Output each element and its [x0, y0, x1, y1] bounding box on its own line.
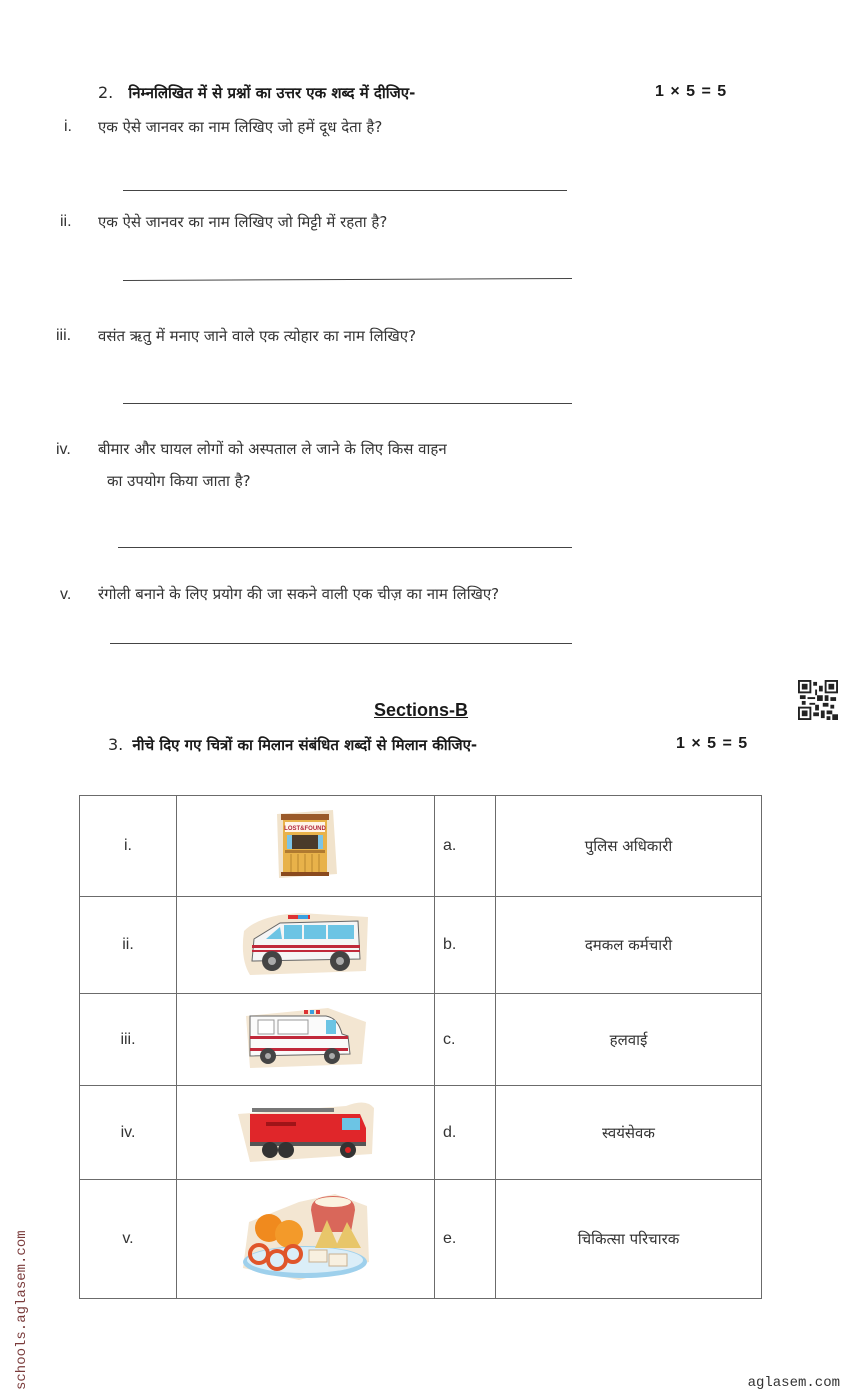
table-row	[80, 1180, 762, 1299]
picture-cell	[177, 796, 435, 897]
lost-and-found-booth-icon	[271, 808, 341, 880]
option-letter: c.	[435, 994, 496, 1086]
picture-cell	[177, 1180, 435, 1299]
svg-text:LOST&FOUND: LOST&FOUND	[283, 826, 326, 832]
item-question-ii: एक ऐसे जानवर का नाम लिखिए जो मिट्टी में रहता है?	[98, 213, 388, 231]
row-number: ii.	[80, 897, 177, 994]
question-3-heading	[108, 735, 477, 755]
qr-code-icon	[798, 680, 838, 720]
police-jeep-icon	[240, 909, 372, 977]
item-number-i: i.	[64, 118, 72, 135]
question-text: नीचे दिए गए चित्रों का मिलान संबंधित शब्दों से मिलान कीजिए-	[132, 736, 478, 754]
table-row	[80, 897, 762, 994]
section-b-title: Sections-B	[374, 700, 469, 720]
row-number: i.	[80, 796, 177, 897]
option-letter: a.	[435, 796, 496, 897]
option-word: चिकित्सा परिचारक	[496, 1180, 762, 1299]
option-word: हलवाई	[496, 994, 762, 1086]
table-row	[80, 994, 762, 1086]
item-question-v: रंगोली बनाने के लिए प्रयोग की जा सकने वाली एक चीज़ का नाम लिखिए?	[98, 585, 500, 603]
picture-cell	[177, 994, 435, 1086]
answer-line-ii[interactable]	[123, 278, 572, 281]
item-question-iv-line1: बीमार और घायल लोगों को अस्पताल ले जाने के लिए किस वाहन	[98, 440, 447, 458]
row-number: iii.	[80, 994, 177, 1086]
option-word: पुलिस अधिकारी	[496, 796, 762, 897]
item-question-iv-line2: का उपयोग किया जाता है?	[107, 472, 251, 490]
item-number-iii: iii.	[56, 327, 72, 344]
option-word: दमकल कर्मचारी	[496, 897, 762, 994]
answer-line-i[interactable]	[123, 190, 567, 191]
question-text: निम्नलिखित में से प्रश्नों का उत्तर एक शब्द में दीजिए-	[128, 84, 416, 102]
table-row	[80, 1086, 762, 1180]
item-question-iii: वसंत ऋतु में मनाए जाने वाले एक त्योहार का नाम लिखिए?	[98, 327, 417, 345]
item-number-ii: ii.	[60, 213, 72, 230]
option-word: स्वयंसेवक	[496, 1086, 762, 1180]
picture-cell	[177, 897, 435, 994]
answer-line-iii[interactable]	[123, 403, 572, 404]
question-number: 3.	[108, 735, 124, 754]
marks-label: 1 × 5 = 5	[676, 735, 749, 752]
answer-line-iv[interactable]	[118, 547, 572, 548]
footer-watermark: aglasem.com	[747, 1375, 840, 1391]
ambulance-icon	[244, 1006, 368, 1070]
answer-line-v[interactable]	[110, 643, 572, 644]
marks-label: 1 × 5 = 5	[655, 83, 728, 100]
side-watermark: schools.aglasem.com	[14, 1230, 30, 1390]
option-letter: e.	[435, 1180, 496, 1299]
question-2-heading	[98, 83, 415, 103]
item-number-v: v.	[60, 586, 72, 603]
sweets-plate-icon	[239, 1192, 373, 1282]
picture-cell	[177, 1086, 435, 1180]
row-number: v.	[80, 1180, 177, 1299]
item-number-iv: iv.	[56, 441, 71, 458]
option-letter: b.	[435, 897, 496, 994]
row-number: iv.	[80, 1086, 177, 1180]
question-number: 2.	[98, 83, 114, 102]
table-row	[80, 796, 762, 897]
option-letter: d.	[435, 1086, 496, 1180]
fire-truck-icon	[236, 1098, 376, 1164]
item-question-i: एक ऐसे जानवर का नाम लिखिए जो हमें दूध देता है?	[98, 118, 383, 136]
match-table	[79, 795, 762, 1299]
